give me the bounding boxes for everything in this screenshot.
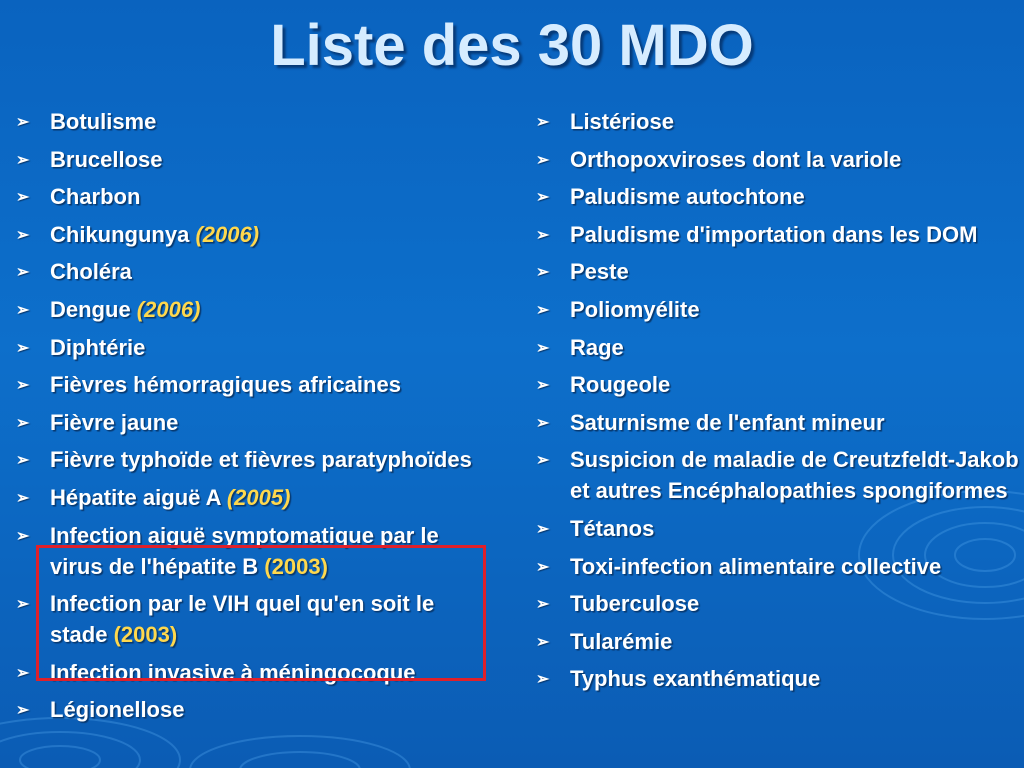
- list-item-text: Paludisme d'importation dans les DOM: [570, 221, 978, 247]
- right-disease-list: [534, 106, 1020, 701]
- list-item: [14, 294, 494, 325]
- arrowhead-bullet-icon: ➢: [16, 189, 30, 207]
- arrowhead-bullet-icon: ➢: [16, 301, 30, 319]
- arrowhead-bullet-icon: ➢: [16, 596, 30, 614]
- list-item-text: Peste: [570, 259, 629, 285]
- list-item: [534, 407, 1020, 438]
- list-item: [14, 520, 494, 582]
- list-item-text: Listériose: [570, 109, 674, 134]
- list-item: [534, 369, 1020, 400]
- slide-title: Liste des 30 MDO: [270, 13, 754, 78]
- arrowhead-bullet-icon: ➢: [536, 558, 550, 576]
- list-item-text: Poliomyélite: [570, 296, 700, 322]
- arrowhead-bullet-icon: ➢: [536, 226, 550, 244]
- list-item-text: Saturnisme de l'enfant mineur: [570, 409, 885, 435]
- list-item-text: Chikungunya: [50, 221, 196, 247]
- year-label: (2006): [136, 296, 201, 322]
- list-item-text: Rage: [570, 334, 624, 360]
- year-label: (2006): [195, 221, 260, 247]
- list-item-text: Hépatite aiguë A: [50, 484, 227, 510]
- list-item: [534, 256, 1020, 287]
- list-item: [534, 444, 1020, 506]
- arrowhead-bullet-icon: ➢: [536, 377, 550, 395]
- list-item-text: Paludisme autochtone: [570, 184, 805, 210]
- list-item: [14, 106, 494, 137]
- list-item: [14, 694, 494, 725]
- arrowhead-bullet-icon: ➢: [16, 527, 30, 545]
- list-item: [14, 482, 494, 513]
- arrowhead-bullet-icon: ➢: [536, 596, 550, 614]
- arrowhead-bullet-icon: ➢: [16, 339, 30, 357]
- list-item: [534, 144, 1020, 175]
- list-item: [534, 626, 1020, 657]
- arrowhead-bullet-icon: ➢: [536, 671, 550, 689]
- list-item-text: Typhus exanthématique: [570, 666, 821, 692]
- arrowhead-bullet-icon: ➢: [16, 226, 30, 244]
- list-item-text: Fièvre jaune: [50, 409, 179, 435]
- list-item: [14, 332, 494, 363]
- list-item: [14, 407, 494, 438]
- arrowhead-bullet-icon: ➢: [16, 702, 30, 720]
- arrowhead-bullet-icon: ➢: [536, 151, 550, 169]
- arrowhead-bullet-icon: ➢: [536, 520, 550, 538]
- list-item-text: Diphtérie: [50, 334, 146, 360]
- list-item-text: Brucellose: [50, 146, 163, 172]
- list-item-text: Tularémie: [570, 628, 673, 654]
- list-item: [534, 513, 1020, 544]
- list-item-text: Infection aiguë symptomatique par le virus de l'hépatite B: [50, 522, 439, 579]
- list-item: [14, 588, 494, 650]
- list-item-text: Choléra: [50, 259, 132, 285]
- year-label: (2003): [264, 553, 328, 579]
- list-item-text: Dengue: [50, 296, 137, 322]
- list-item-text: Fièvre typhoïde et fièvres paratyphoïdes: [50, 447, 472, 473]
- list-item-text: Infection par le VIH quel qu'en soit le stade: [50, 591, 435, 648]
- list-item: [534, 294, 1020, 325]
- list-item: [14, 144, 494, 175]
- arrowhead-bullet-icon: ➢: [536, 301, 550, 319]
- arrowhead-bullet-icon: ➢: [16, 664, 30, 682]
- list-item: [14, 657, 494, 688]
- arrowhead-bullet-icon: ➢: [536, 339, 550, 357]
- list-item: [14, 369, 494, 400]
- arrowhead-bullet-icon: ➢: [16, 114, 30, 131]
- list-item-text: Fièvres hémorragiques africaines: [50, 372, 401, 398]
- list-item-text: Orthopoxviroses dont la variole: [570, 146, 902, 172]
- list-item: [14, 181, 494, 212]
- list-item-text: Charbon: [50, 184, 141, 210]
- list-item-text: Infection invasive à méningocoque: [50, 659, 416, 685]
- arrowhead-bullet-icon: ➢: [536, 633, 550, 651]
- list-item: [534, 588, 1020, 619]
- arrowhead-bullet-icon: ➢: [16, 377, 30, 395]
- list-item-text: Toxi-infection alimentaire collective: [570, 553, 942, 579]
- list-item: [534, 106, 1020, 137]
- arrowhead-bullet-icon: ➢: [16, 489, 30, 507]
- year-label: (2005): [226, 484, 291, 510]
- arrowhead-bullet-icon: ➢: [536, 452, 550, 470]
- arrowhead-bullet-icon: ➢: [16, 264, 30, 282]
- arrowhead-bullet-icon: ➢: [16, 414, 30, 432]
- list-item: [14, 219, 494, 250]
- list-item: [14, 444, 494, 475]
- arrowhead-bullet-icon: ➢: [536, 414, 550, 432]
- year-label: (2003): [113, 622, 178, 648]
- list-item: [534, 551, 1020, 582]
- list-item: [534, 181, 1020, 212]
- list-item-text: Suspicion de maladie de Creutzfeldt-Jakob et autres Encéphalopathies spongiformes: [570, 447, 1019, 504]
- arrowhead-bullet-icon: ➢: [536, 189, 550, 207]
- list-item-text: Botulisme: [50, 109, 157, 134]
- list-item: [14, 256, 494, 287]
- arrowhead-bullet-icon: ➢: [16, 452, 30, 470]
- list-item-text: Rougeole: [570, 372, 671, 398]
- list-item-text: Tétanos: [570, 515, 655, 541]
- list-item-text: Légionellose: [50, 697, 185, 723]
- list-item: [534, 219, 1020, 250]
- list-item-text: Tuberculose: [570, 591, 700, 617]
- arrowhead-bullet-icon: ➢: [536, 264, 550, 282]
- list-item: [534, 332, 1020, 363]
- list-item: [534, 663, 1020, 694]
- arrowhead-bullet-icon: ➢: [536, 114, 550, 131]
- arrowhead-bullet-icon: ➢: [16, 151, 30, 169]
- left-disease-list: [14, 106, 494, 732]
